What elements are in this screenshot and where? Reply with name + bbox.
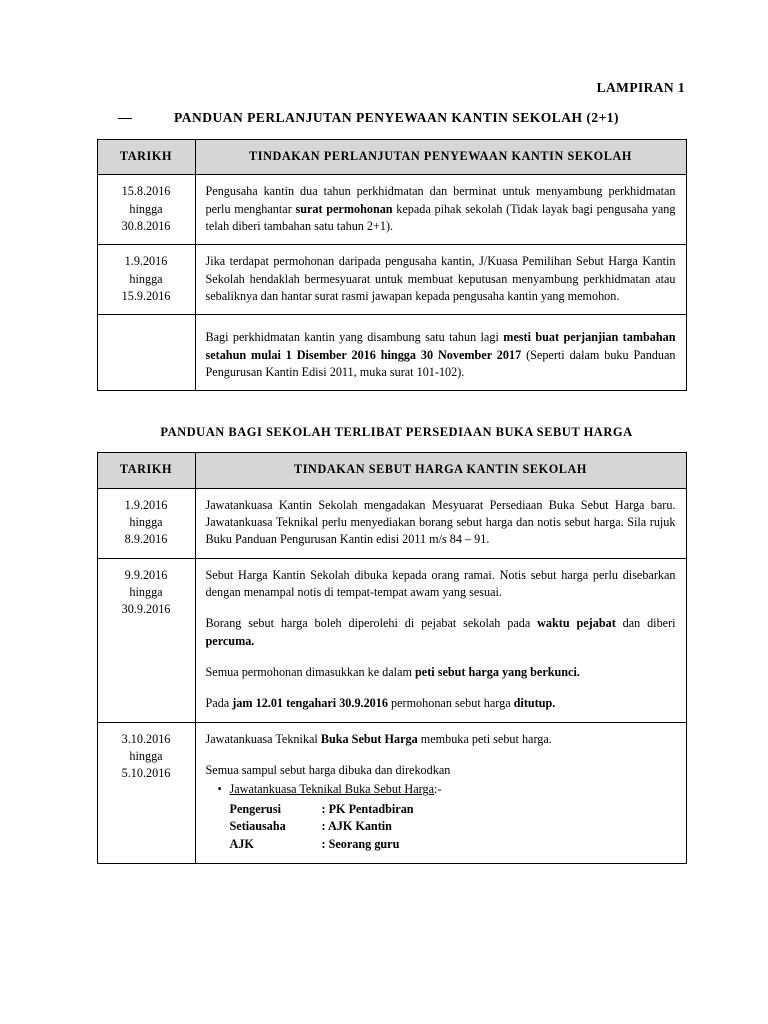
action-cell bbox=[195, 722, 686, 863]
text-pre: Pada bbox=[205, 696, 233, 711]
date-cell bbox=[97, 722, 195, 863]
text-post: kepada pihak sekolah (Tidak layak bagi pengusaha yang telah diberi tambahan satu tahun 2+1). bbox=[205, 201, 676, 233]
list-item bbox=[220, 781, 676, 798]
paragraph bbox=[206, 664, 676, 681]
text-post: (Seperti dalam buku Panduan Pengurusan Kantin Edisi 2011, muka surat 101-102). bbox=[205, 347, 676, 379]
table-row bbox=[97, 315, 686, 391]
date-line: 15.9.2016 bbox=[121, 288, 171, 303]
date-line: hingga bbox=[129, 748, 163, 763]
role-row bbox=[230, 836, 676, 854]
date-line: 8.9.2016 bbox=[124, 532, 168, 547]
paragraph: Jawatankuasa Kantin Sekolah mengadakan Mesyuarat Persediaan Buka Sebut Harga baru. Jawatankuasa Teknikal perlu menyediakan borang sebut harga dan notis sebut harga. Sila rujuk Buku Panduan Pengurusan Kantin edisi 2011 m/s 84 – 91. bbox=[205, 497, 676, 547]
date-cell bbox=[97, 245, 195, 315]
text-pre: Bagi perkhidmatan kantin yang disambung satu tahun lagi bbox=[205, 330, 504, 345]
table-header-row bbox=[97, 453, 686, 488]
column-header-tindakan: TINDAKAN PERLANJUTAN PENYEWAAN KANTIN SEKOLAH bbox=[195, 140, 686, 175]
table-row bbox=[97, 175, 686, 245]
text-bold: jam 12.01 tengahari 30.9.2016 bbox=[232, 696, 388, 711]
role-value: AJK Kantin bbox=[327, 819, 392, 834]
date-line: 5.10.2016 bbox=[121, 766, 171, 781]
date-line: hingga bbox=[129, 271, 163, 286]
text-pre: Jika terdapat permohonan daripada pengusaha kantin, J/Kuasa Pemilihan Sebut Harga Kantin Sekolah hendaklah bermesyuarat untuk membuat keputusan menyambung perkhidmatan atau sebaliknya dan hantar surat rasmi jawapan kepada pengusaha kantin yang memohon. bbox=[205, 254, 676, 303]
role-name: AJK bbox=[229, 836, 254, 851]
action-cell bbox=[195, 488, 686, 558]
action-cell bbox=[195, 245, 686, 315]
role-value: PK Pentadbiran bbox=[328, 801, 414, 816]
table-row bbox=[97, 245, 686, 315]
date-line: 9.9.2016 bbox=[124, 567, 168, 582]
role-row bbox=[230, 818, 676, 836]
roles-list bbox=[230, 801, 676, 854]
text-pre: Jawatankuasa Teknikal bbox=[205, 731, 321, 746]
text-bold: mesti buat perjanjian tambahan setahun mulai 1 Disember 2016 hingga 30 November 2017 bbox=[205, 330, 676, 362]
column-header-tarikh: TARIKH bbox=[97, 453, 195, 488]
table-row bbox=[97, 722, 686, 863]
action-cell bbox=[195, 175, 686, 245]
role-row bbox=[230, 801, 676, 819]
date-line: 1.9.2016 bbox=[124, 254, 168, 269]
table-header-row bbox=[97, 140, 686, 175]
paragraph bbox=[206, 615, 676, 650]
table-perlanjutan-penyewaan bbox=[97, 139, 687, 391]
date-line: hingga bbox=[129, 201, 163, 216]
lampiran-label: LAMPIRAN 1 bbox=[596, 80, 685, 95]
date-cell bbox=[97, 488, 195, 558]
page-title-1: PANDUAN PERLANJUTAN PENYEWAAN KANTIN SEKOLAH (2+1) bbox=[173, 110, 620, 125]
paragraph bbox=[206, 731, 676, 748]
role-name: Pengerusi bbox=[229, 801, 281, 816]
text-mid: dan diberi bbox=[615, 616, 676, 631]
date-line: hingga bbox=[129, 514, 163, 529]
role-sep: : bbox=[321, 836, 329, 851]
table-row bbox=[97, 558, 686, 722]
date-cell-empty bbox=[97, 315, 195, 391]
text-bold: Buka Sebut Harga bbox=[320, 731, 418, 746]
date-line: hingga bbox=[129, 584, 163, 599]
role-name: Setiausaha bbox=[229, 819, 286, 834]
text-bold: percuma. bbox=[205, 633, 255, 648]
date-line: 30.8.2016 bbox=[121, 218, 171, 233]
action-cell bbox=[195, 315, 686, 391]
table-sebut-harga bbox=[97, 452, 687, 863]
bullet-text-underlined: Jawatankuasa Teknikal Buka Sebut Harga bbox=[229, 782, 434, 797]
paragraph bbox=[206, 695, 676, 712]
action-cell bbox=[195, 558, 686, 722]
bullet-list bbox=[206, 781, 676, 798]
column-header-tarikh: TARIKH bbox=[97, 140, 195, 175]
bullet-suffix: :- bbox=[433, 782, 442, 797]
text-mid: permohonan sebut harga bbox=[387, 696, 514, 711]
table-row bbox=[97, 488, 686, 558]
text-pre: Semua permohonan dimasukkan ke dalam bbox=[205, 664, 416, 679]
text-pre: Borang sebut harga boleh diperolehi di pejabat sekolah pada bbox=[205, 616, 538, 631]
text-bold: peti sebut harga yang berkunci. bbox=[415, 664, 580, 679]
date-line: 30.9.2016 bbox=[121, 602, 171, 617]
date-cell bbox=[97, 175, 195, 245]
page-title-2: PANDUAN BAGI SEKOLAH TERLIBAT PERSEDIAAN BUKA SEBUT HARGA bbox=[160, 425, 633, 440]
paragraph: Sebut Harga Kantin Sekolah dibuka kepada orang ramai. Notis sebut harga perlu disebarkan dengan menampal notis di tempat-tempat awam yang sesuai. bbox=[205, 567, 676, 599]
date-line: 1.9.2016 bbox=[124, 497, 168, 512]
decorative-dash bbox=[118, 118, 132, 119]
role-sep: : bbox=[321, 801, 329, 816]
date-cell bbox=[97, 558, 195, 722]
role-value: Seorang guru bbox=[328, 836, 400, 851]
text-bold: waktu pejabat bbox=[537, 616, 616, 631]
text-post: membuka peti sebut harga. bbox=[417, 731, 552, 746]
text-bold: ditutup. bbox=[513, 696, 556, 711]
date-line: 15.8.2016 bbox=[121, 184, 171, 199]
paragraph: Semua sampul sebut harga dibuka dan direkodkan bbox=[205, 762, 451, 777]
text-bold: surat permohonan bbox=[295, 201, 393, 216]
column-header-tindakan: TINDAKAN SEBUT HARGA KANTIN SEKOLAH bbox=[195, 453, 686, 488]
text-pre: Pengusaha kantin dua tahun perkhidmatan dan berminat untuk menyambung perkhidmatan perlu menghantar bbox=[205, 184, 676, 216]
date-line: 3.10.2016 bbox=[121, 731, 171, 746]
role-sep: : bbox=[321, 819, 328, 834]
